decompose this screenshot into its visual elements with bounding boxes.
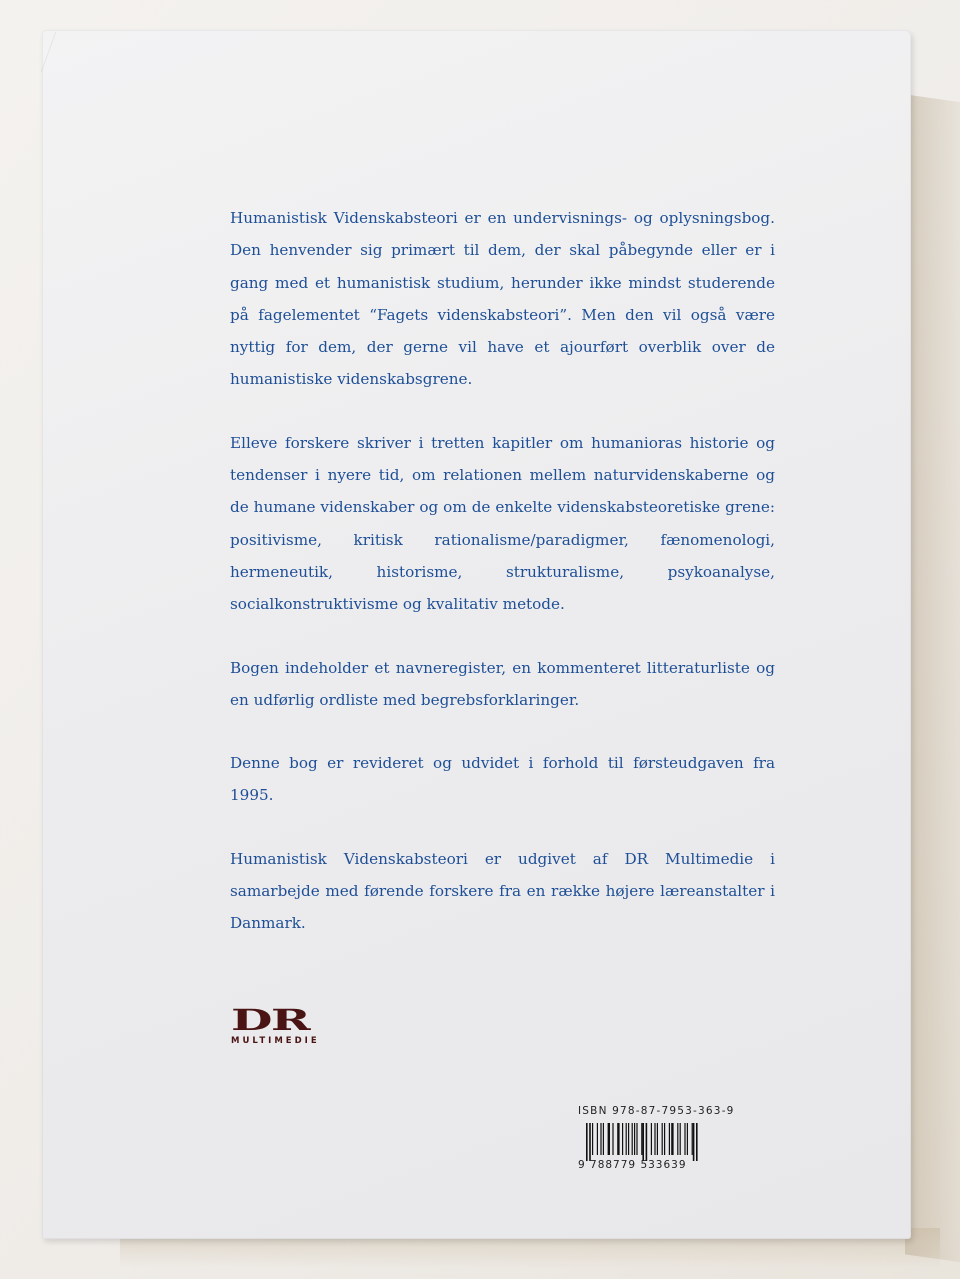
barcode-bar: [608, 1123, 610, 1155]
barcode-bar: [586, 1123, 588, 1161]
barcode-digits: 9 788779 533639: [578, 1159, 687, 1171]
blurb-text: [230, 202, 775, 971]
blurb-paragraph-3: Bogen indeholder et navneregister, en kommenteret litteraturliste og en udførlig ordliste med begrebsforklaringer.: [230, 658, 775, 709]
isbn-label: ISBN 978-87-7953-363-9: [578, 1105, 735, 1117]
barcode-bar: [626, 1123, 627, 1155]
barcode-bar: [671, 1123, 673, 1155]
logo-dr-text: DR: [231, 1003, 309, 1037]
barcode-bar: [597, 1123, 598, 1155]
barcode-bar: [651, 1123, 652, 1155]
barcode: [578, 1123, 748, 1161]
barcode-bar: [603, 1123, 604, 1155]
barcode-bar: [617, 1123, 619, 1155]
logo-multimedie-text: MULTIMEDIE: [231, 1036, 320, 1046]
barcode-bar: [669, 1123, 670, 1155]
barcode-bar: [622, 1123, 623, 1155]
blurb-paragraph-5: Humanistisk Videnskabsteori er udgivet af DR Multimedie i samarbejde med førende forskere fra en række højere læreanstalter i Danmark.: [230, 849, 775, 933]
barcode-bar: [693, 1123, 695, 1161]
book-shadow-right: [905, 94, 960, 1265]
barcode-bar: [600, 1123, 601, 1155]
blurb-paragraph-1: Humanistisk Videnskabsteori er en undervisnings- og oplysningsbog. Den henvender sig primært til dem, der skal påbegynde eller er i gang med et humanistisk studium, herunder ikke mindst studerende på fagelementet “Fagets videnskabsteori”. Men den vil også være nyttig for dem, der gerne vil have et ajourført overblik over de humanistiske videnskabsgrene.: [230, 209, 775, 389]
barcode-bar: [612, 1123, 613, 1155]
dr-multimedie-logo: [231, 1003, 341, 1046]
barcode-bar: [654, 1123, 655, 1155]
barcode-bar: [646, 1123, 648, 1161]
blurb-paragraph-2: Elleve forskere skriver i tretten kapitler om humanioras historie og tendenser i nyere tid, om relationen mellem naturvidenskaberne og de humane videnskaber og om de enkelte videnskabsteoretiske grene: positivisme, kritisk rationalisme/paradigmer, fænomenologi, hermeneutik, historisme, strukturalisme, psykoanalyse, socialkonstruktivisme og kvalitativ metode.: [230, 433, 775, 614]
barcode-bar: [662, 1123, 663, 1155]
barcode-bar: [684, 1123, 685, 1155]
barcode-bar: [687, 1123, 688, 1155]
barcode-bar: [632, 1123, 633, 1155]
barcode-bar: [636, 1123, 637, 1155]
barcode-bar: [680, 1123, 681, 1155]
barcode-bar: [657, 1123, 658, 1155]
blurb-paragraph-4: Denne bog er revideret og udvidet i forhold til førsteudgaven fra 1995.: [230, 754, 775, 805]
barcode-bar: [634, 1123, 635, 1155]
barcode-bar: [692, 1123, 693, 1155]
barcode-bar: [592, 1123, 593, 1155]
barcode-bar: [696, 1123, 698, 1161]
barcode-bar: [677, 1123, 678, 1155]
barcode-bar: [628, 1123, 629, 1155]
barcode-bar: [642, 1123, 644, 1161]
barcode-bar: [664, 1123, 665, 1155]
isbn-barcode-area: [578, 1105, 768, 1171]
barcode-bar: [641, 1123, 642, 1155]
barcode-bar: [589, 1123, 591, 1161]
